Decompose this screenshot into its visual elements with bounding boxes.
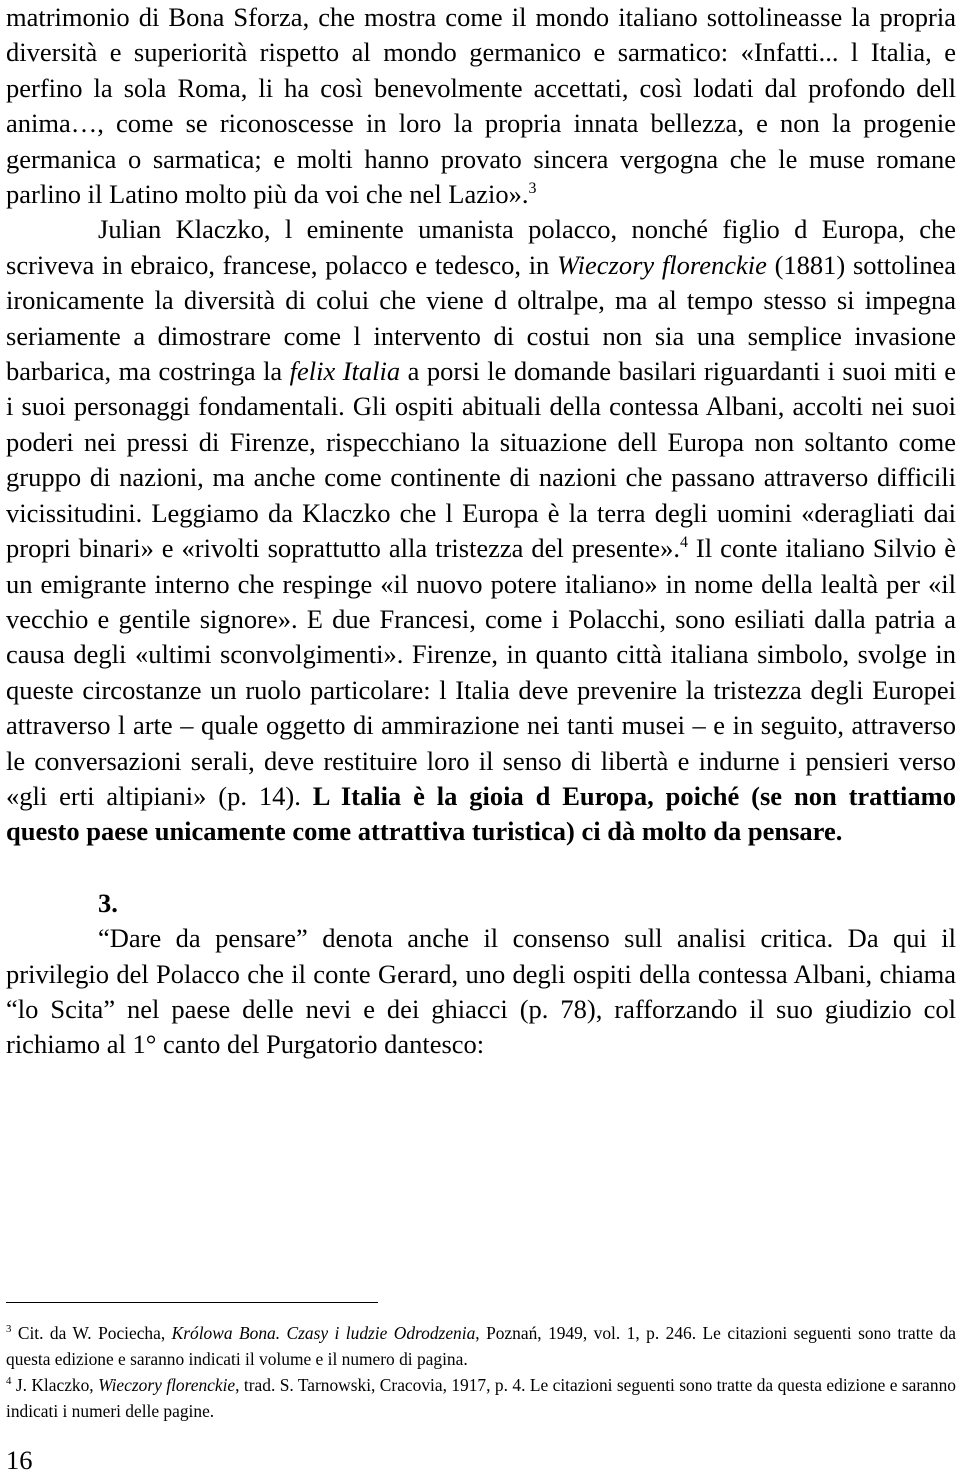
footnote-3: $^3$ Cit. da W. Pociecha, Królowa Bona. Czasy i ludzie Odrodzenia, Poznań, 1949, vol. 1, p. 246. Le citazioni seguenti sono tratte da questa edizione e saranno indicati il volume e il numero di pagina.: [6, 1323, 956, 1369]
footnote-4: $^4$ J. Klaczko, Wieczory florenckie, trad. S. Tarnowski, Cracovia, 1917, p. 4. Le citazioni seguenti sono tratte da questa edizione e saranno indicati i numeri delle pagine.: [6, 1375, 956, 1421]
section-number: 3.: [98, 887, 118, 918]
main-text: [6, 0, 956, 850]
paragraph-2: Julian Klaczko, l eminente umanista polacco, nonché figlio d Europa, che scriveva in ebraico, francese, polacco e tedesco, in Wieczory florenckie (1881) sottolinea ironicamente la diversità di colui che viene d oltralpe, ma al tempo stesso si impegna seriamente a dimostrare come l intervento di costui non sia una semplice invasione barbarica, ma costringa la felix Italia a porsi le domande basilari riguardanti i suoi miti e i suoi personaggi fondamentali. Gli ospiti abituali della contessa Albani, accolti nei suoi poderi nei pressi di Firenze, rispecchiano la situazione dell Europa non soltanto come gruppo di nazioni, ma anche come continente di nazioni che passano attraverso difficili vicissitudini. Leggiamo da Klaczko che l Europa è la terra degli uomini «deragliati dai propri binari» e «rivolti soprattutto alla tristezza del presente».$^4$ Il conte italiano Silvio è un emigrante interno che respinge «il nuovo potere italiano» in nome della lealtà per «il vecchio e gentile signore». E due Francesi, come i Polacchi, sono esiliati dalla patria a causa degli «ultimi sconvolgimenti». Firenze, in quanto città italiana simbolo, svolge in queste circostanze un ruolo particolare: l Italia deve prevenire la tristezza degli Europei attraverso l arte – quale oggetto di ammirazione nei tanti musei – e in seguito, attraverso le conversazioni serali, deve restituire loro il senso di libertà e indurne i pensieri verso «gli erti altipiani» (p. 14). L Italia è la gioia d Europa, poiché (se non trattiamo questo paese unicamente come attrattiva turistica) ci dà molto da pensare.: [6, 214, 956, 847]
page-number: 16: [6, 1445, 33, 1475]
paragraph-3: “Dare da pensare” denota anche il consenso sull analisi critica. Da qui il privilegio del Polacco che il conte Gerard, uno degli ospiti della contessa Albani, chiama “lo Scita” nel paese delle nevi e dei ghiacci (p. 78), rafforzando il suo giudizio col richiamo al 1° canto del Purgatorio dantesco:: [6, 923, 956, 1060]
document-page: [6, 0, 956, 1063]
footnotes: [6, 1320, 956, 1424]
footnote-separator: [6, 1302, 378, 1303]
paragraph-1: matrimonio di Bona Sforza, che mostra come il mondo italiano sottolineasse la propria diversità e superiorità rispetto al mondo germanico e sarmatico: «Infatti... l Italia, e perfino la sola Roma, li ha così benevolmente accettati, così lodati dal profondo dell anima…, come se riconoscesse in loro la propria innata bellezza, e non la progenie germanica o sarmatica; e molti hanno provato sincera vergogna che le muse romane parlino il Latino molto più da voi che nel Lazio».$^3$: [6, 2, 956, 210]
main-text-continued: [6, 921, 956, 1063]
